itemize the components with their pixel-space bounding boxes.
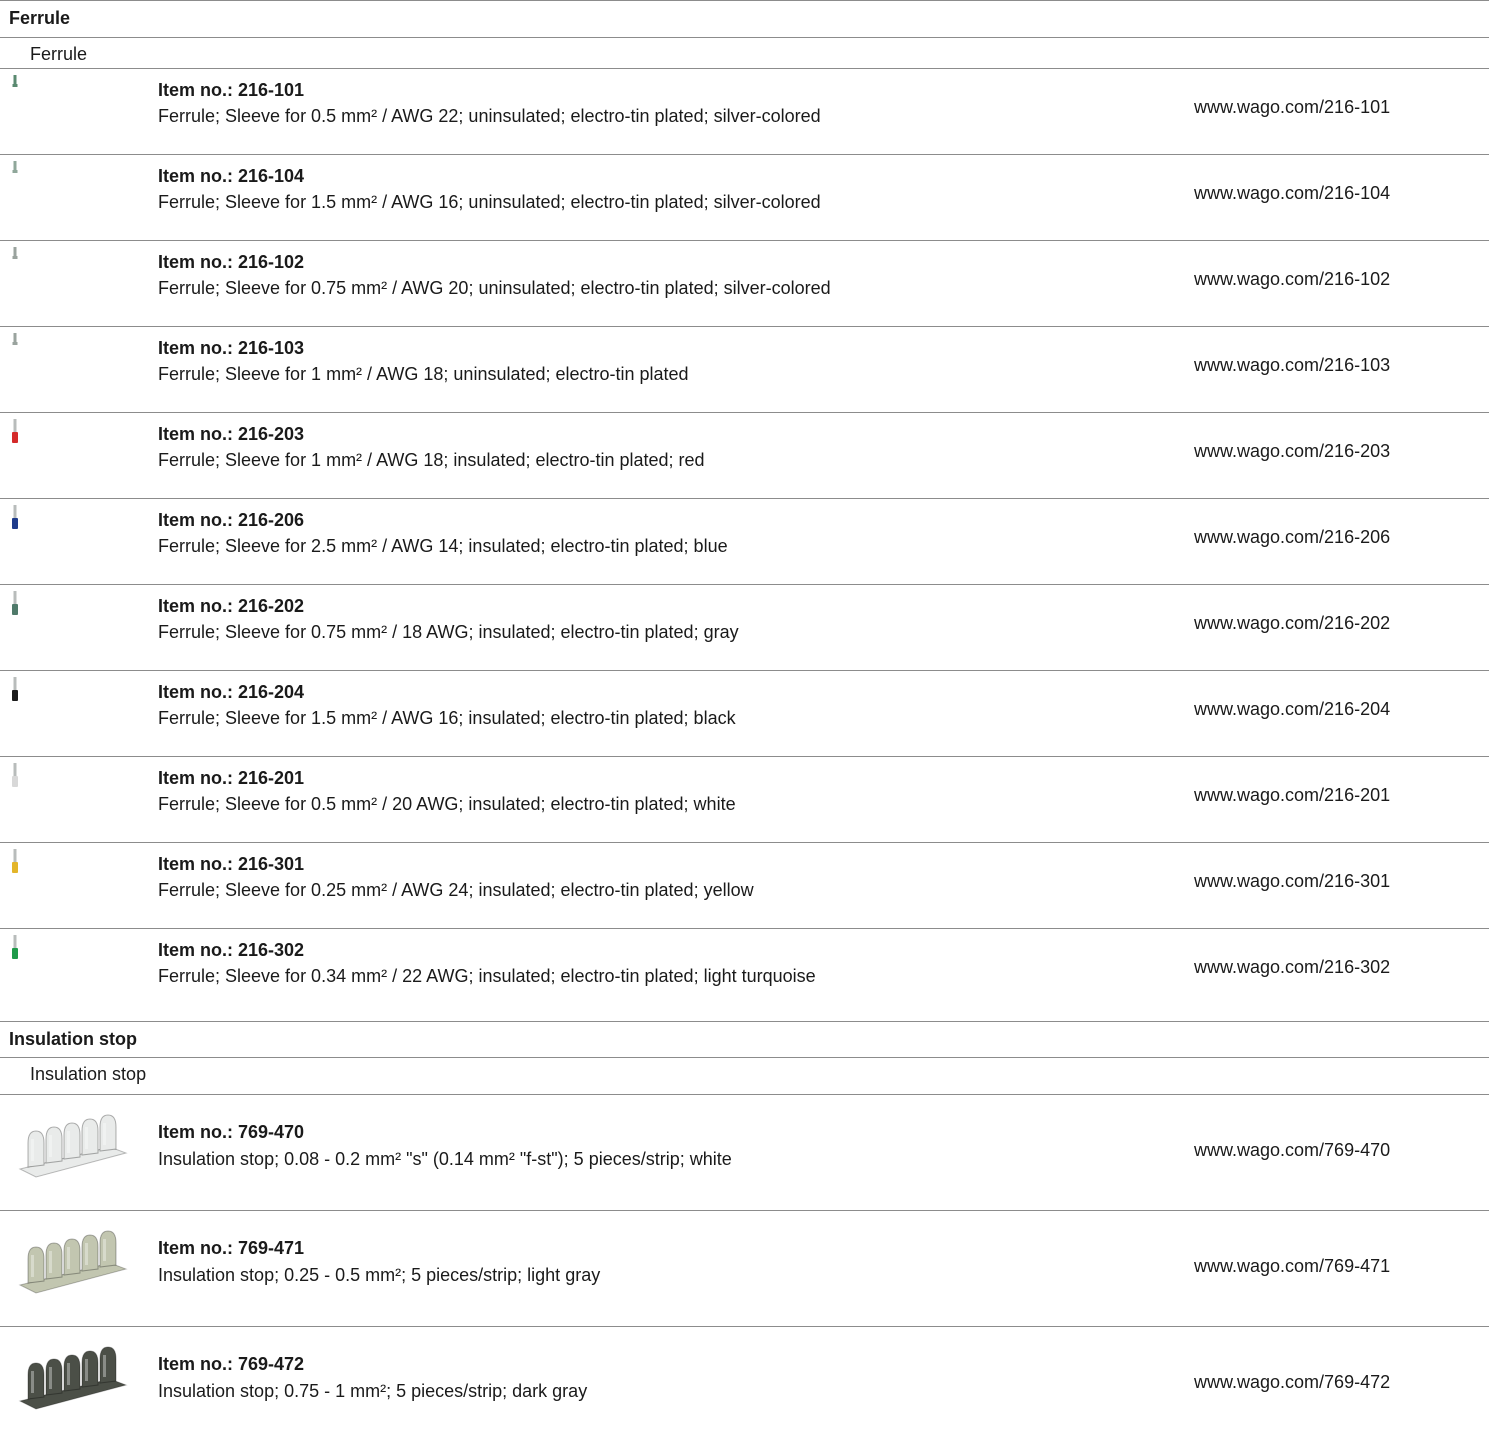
item-number: Item no.: 216-102	[158, 252, 305, 272]
list-item	[0, 68, 1489, 154]
ferrule-image	[10, 935, 20, 966]
product-link[interactable]: www.wago.com/216-301	[1194, 871, 1391, 891]
list-item	[0, 670, 1489, 756]
item-number: Item no.: 216-202	[158, 596, 305, 616]
list-item	[0, 842, 1489, 928]
list-item	[0, 240, 1489, 326]
item-number: Item no.: 769-470	[158, 1122, 305, 1142]
product-link[interactable]: www.wago.com/769-471	[1194, 1256, 1391, 1276]
ferrule-image	[10, 161, 20, 192]
list-item	[0, 412, 1489, 498]
item-number: Item no.: 769-471	[158, 1238, 305, 1258]
section-header-insulation-stop: Insulation stop	[0, 1021, 1489, 1053]
item-description: Ferrule; Sleeve for 1 mm² / AWG 18; uninsulated; electro-tin plated	[158, 364, 689, 384]
item-description: Ferrule; Sleeve for 1.5 mm² / AWG 16; uninsulated; electro-tin plated; silver-colored	[158, 192, 821, 212]
item-description: Ferrule; Sleeve for 1 mm² / AWG 18; insulated; electro-tin plated; red	[158, 450, 705, 470]
item-description: Ferrule; Sleeve for 0.5 mm² / AWG 22; uninsulated; electro-tin plated; silver-colored	[158, 106, 821, 126]
ferrule-image	[10, 677, 20, 708]
list-item	[0, 154, 1489, 240]
item-number: Item no.: 216-204	[158, 682, 305, 702]
item-number: Item no.: 216-201	[158, 768, 305, 788]
item-description: Insulation stop; 0.75 - 1 mm²; 5 pieces/strip; dark gray	[158, 1381, 588, 1401]
item-number: Item no.: 216-101	[158, 80, 305, 100]
item-description: Ferrule; Sleeve for 0.75 mm² / 18 AWG; insulated; electro-tin plated; gray	[158, 622, 739, 642]
ferrule-image	[10, 505, 20, 536]
item-number: Item no.: 216-302	[158, 940, 305, 960]
list-item	[0, 928, 1489, 1014]
ferrule-image	[10, 247, 20, 278]
ferrule-image	[10, 333, 20, 364]
subsection-header-ferrule: Ferrule	[0, 37, 1489, 67]
ferrule-image	[10, 419, 20, 450]
item-description: Ferrule; Sleeve for 0.34 mm² / 22 AWG; insulated; electro-tin plated; light turquoise	[158, 966, 816, 986]
product-link[interactable]: www.wago.com/769-470	[1194, 1140, 1391, 1160]
item-description: Ferrule; Sleeve for 1.5 mm² / AWG 16; insulated; electro-tin plated; black	[158, 708, 736, 728]
product-link[interactable]: www.wago.com/216-104	[1194, 183, 1391, 203]
product-link[interactable]: www.wago.com/216-202	[1194, 613, 1391, 633]
ferrule-image	[10, 849, 20, 880]
product-link[interactable]: www.wago.com/216-302	[1194, 957, 1391, 977]
item-description: Ferrule; Sleeve for 2.5 mm² / AWG 14; insulated; electro-tin plated; blue	[158, 536, 728, 556]
product-link[interactable]: www.wago.com/769-472	[1194, 1372, 1391, 1392]
ferrule-image	[10, 75, 20, 106]
product-link[interactable]: www.wago.com/216-103	[1194, 355, 1391, 375]
product-link[interactable]: www.wago.com/216-206	[1194, 527, 1391, 547]
ferrule-image	[10, 763, 20, 794]
list-item	[0, 1094, 1489, 1210]
list-item	[0, 584, 1489, 670]
product-link[interactable]: www.wago.com/216-204	[1194, 699, 1391, 719]
item-description: Insulation stop; 0.08 - 0.2 mm² "s" (0.14 mm² "f-st"); 5 pieces/strip; white	[158, 1149, 732, 1169]
insulation-stop-image	[14, 1225, 132, 1302]
list-item	[0, 756, 1489, 842]
section-header-ferrule: Ferrule	[0, 0, 1489, 32]
list-item	[0, 326, 1489, 412]
insulation-stop-image	[14, 1109, 132, 1186]
product-link[interactable]: www.wago.com/216-201	[1194, 785, 1391, 805]
item-number: Item no.: 769-472	[158, 1354, 305, 1374]
product-link[interactable]: www.wago.com/216-102	[1194, 269, 1391, 289]
item-number: Item no.: 216-203	[158, 424, 305, 444]
insulation-stop-image	[14, 1341, 132, 1418]
item-number: Item no.: 216-104	[158, 166, 305, 186]
item-number: Item no.: 216-103	[158, 338, 305, 358]
item-description: Ferrule; Sleeve for 0.75 mm² / AWG 20; uninsulated; electro-tin plated; silver-colored	[158, 278, 831, 298]
item-description: Ferrule; Sleeve for 0.5 mm² / 20 AWG; insulated; electro-tin plated; white	[158, 794, 736, 814]
list-item	[0, 498, 1489, 584]
ferrule-image	[10, 591, 20, 622]
product-link[interactable]: www.wago.com/216-101	[1194, 97, 1391, 117]
list-item	[0, 1210, 1489, 1326]
item-number: Item no.: 216-206	[158, 510, 305, 530]
product-link[interactable]: www.wago.com/216-203	[1194, 441, 1391, 461]
item-description: Ferrule; Sleeve for 0.25 mm² / AWG 24; insulated; electro-tin plated; yellow	[158, 880, 754, 900]
item-description: Insulation stop; 0.25 - 0.5 mm²; 5 pieces/strip; light gray	[158, 1265, 601, 1285]
item-number: Item no.: 216-301	[158, 854, 305, 874]
subsection-header-insulation-stop: Insulation stop	[0, 1057, 1489, 1087]
